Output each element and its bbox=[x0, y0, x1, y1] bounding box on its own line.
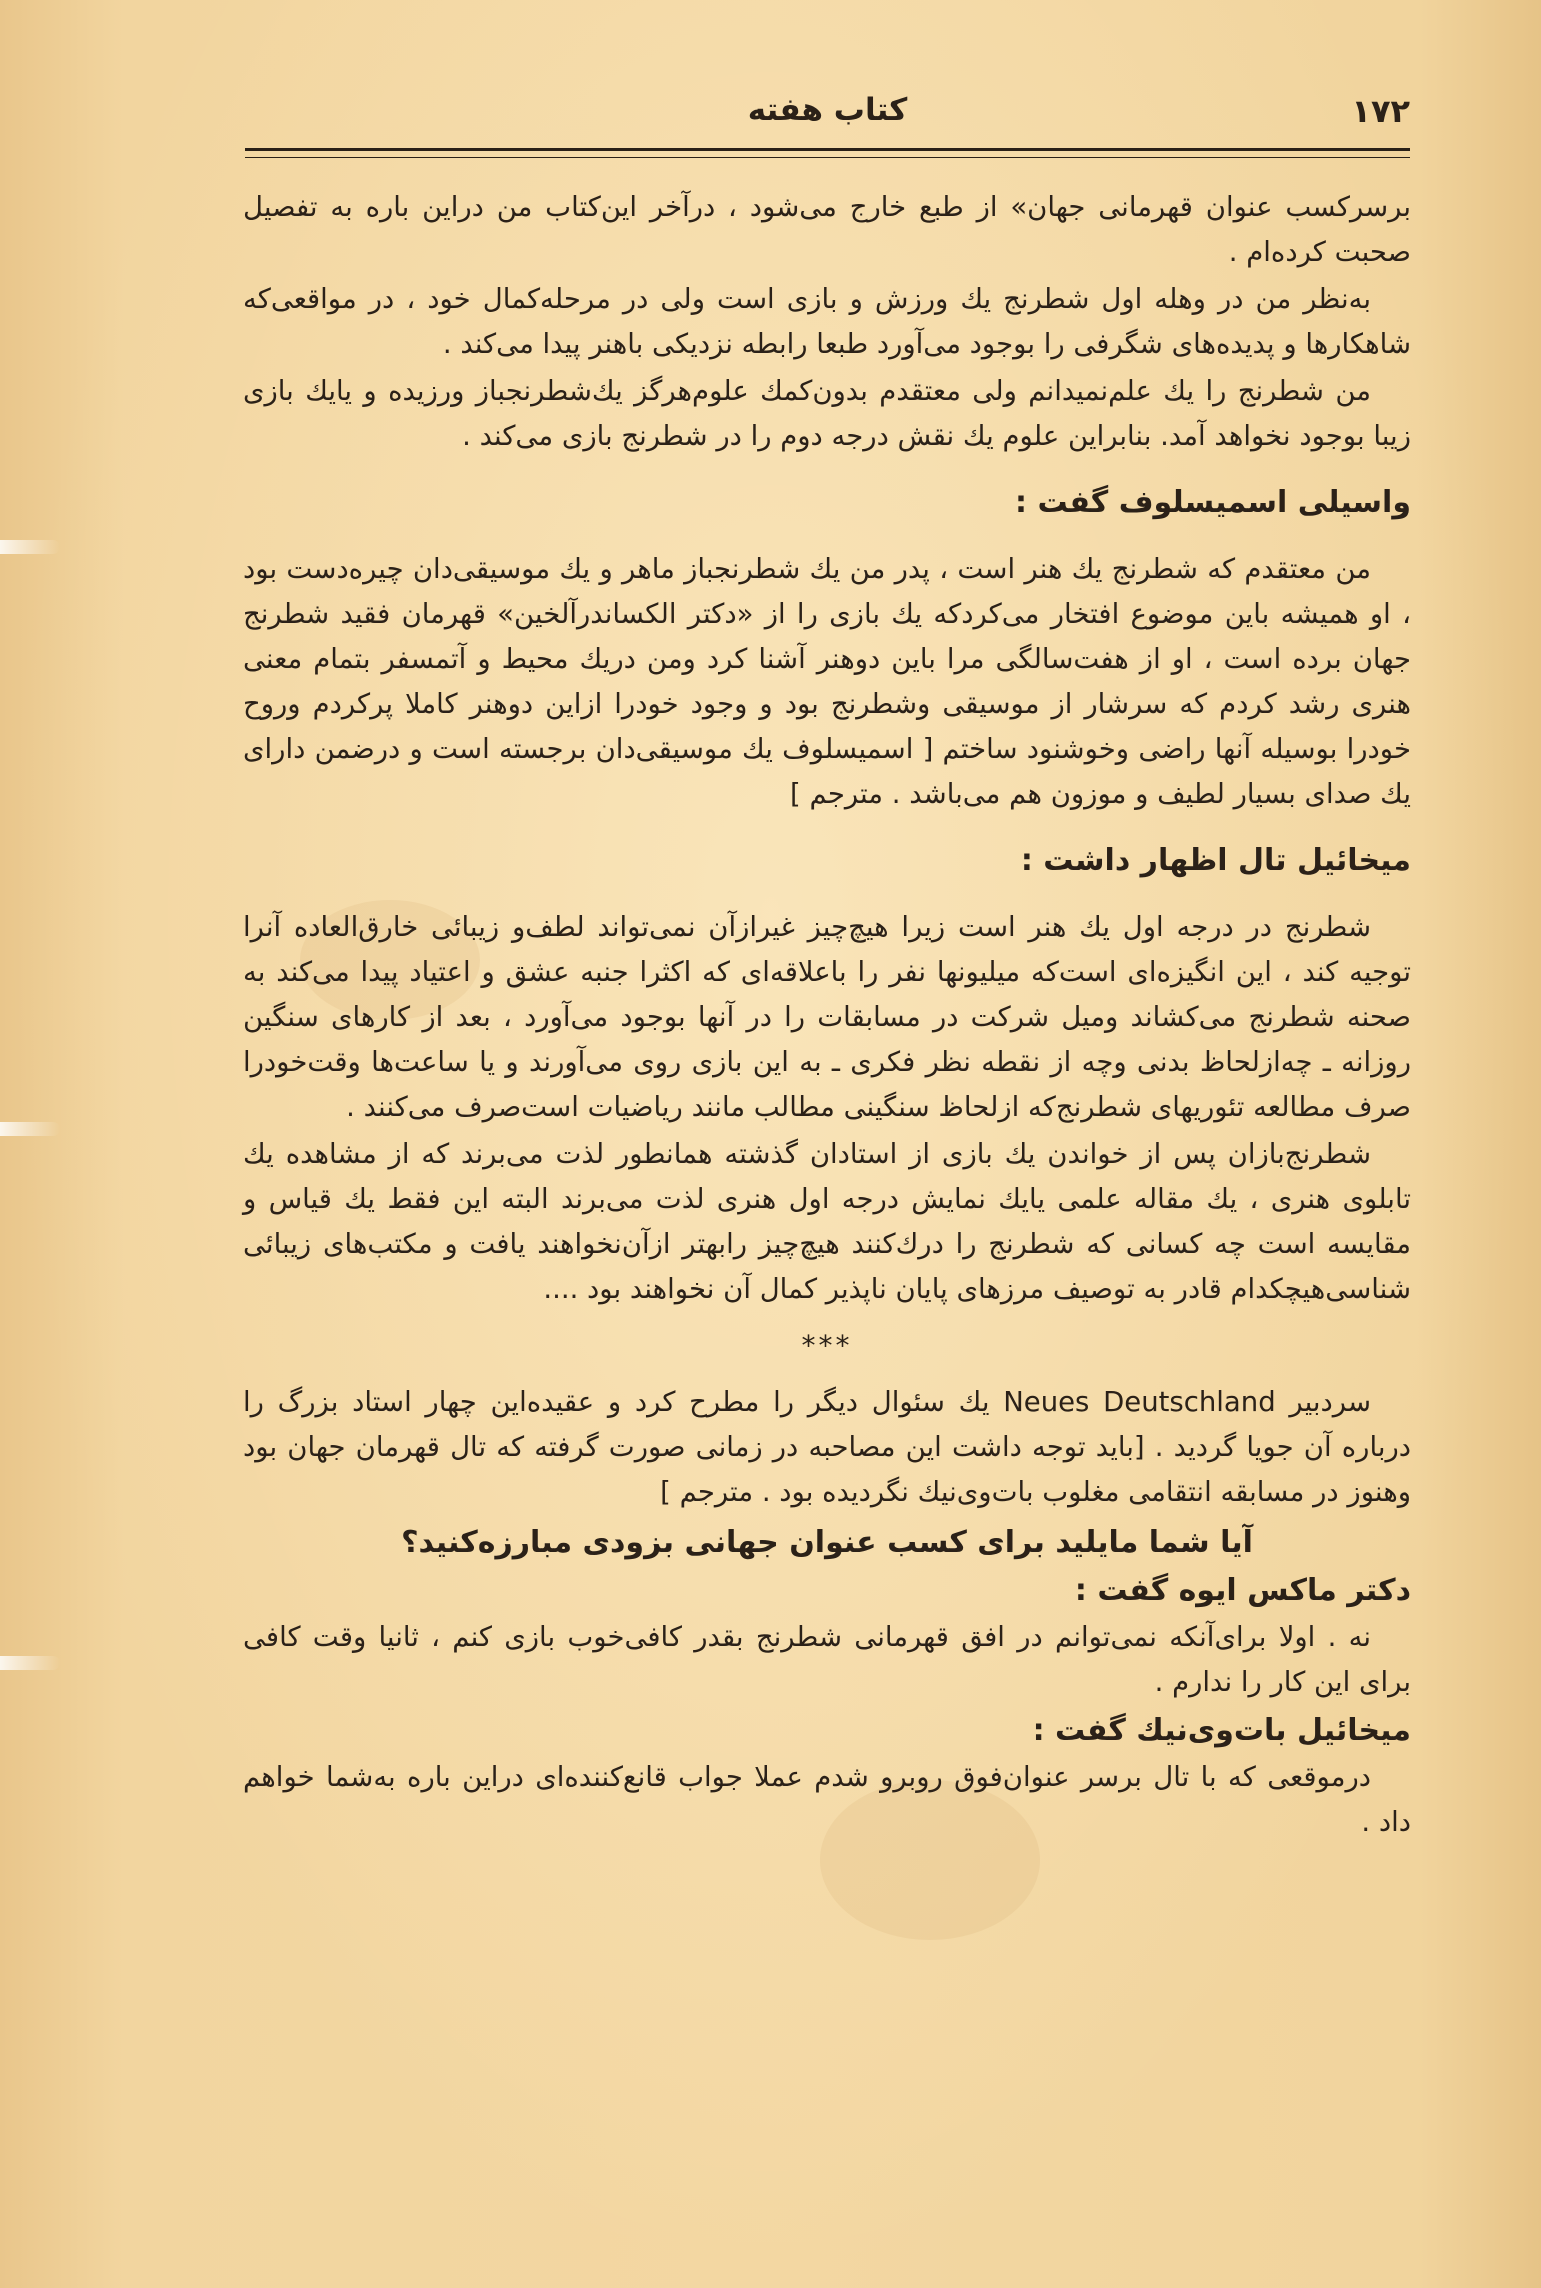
speaker-heading: دکتر ماکس ایوه گفت : bbox=[1074, 1573, 1411, 1608]
binding-hole-mark bbox=[0, 540, 60, 554]
question-heading: آیا شما مایلید برای کسب عنوان جهانی بزودی مبارزه‌کنید؟ bbox=[401, 1525, 1253, 1560]
paragraph: درموقعی که با تال برسر عنوان‌فوق روبرو شدم عملا جواب قانع‌کننده‌ای دراین باره به‌شما خواهم داد . bbox=[243, 1761, 1411, 1838]
speaker-heading: میخائیل تال اظهار داشت : bbox=[1020, 843, 1411, 878]
paragraph-text: یك سئوال دیگر را مطرح کرد و عقیده‌این چهار استاد بزرگ را درباره آن جویا گردید . [باید توجه داشت این مصاحبه در زمانی صورت گرفته که تال قهرمان جهان بود وهنوز در مسابقه انتقامی مغلوب بات‌وی‌نیك نگردیده بود . مترجم ] bbox=[243, 1386, 1411, 1508]
paragraph: من شطرنج را یك علم‌نمیدانم ولی معتقدم بدون‌کمك علوم‌هرگز یك‌شطرنجباز ورزیده و یایك بازی زیبا بوجود نخواهد آمد. بنابراین علوم یك نقش درجه دوم را در شطرنج بازی می‌کند . bbox=[243, 375, 1411, 452]
binding-hole-mark bbox=[0, 1656, 60, 1670]
paragraph: من معتقدم که شطرنج یك هنر است ، پدر من یك شطرنجباز ماهر و یك موسیقی‌دان چیره‌دست بود ، او همیشه باین موضوع افتخار می‌کردکه یك بازی را از «دکتر الکساندرآلخین» قهرمان فقید شطرنج جهان برده است ، او از هفت‌سالگی مرا باین دوهنر آشنا کرد ومن دریك محیط و آتمسفر بتمام معنی هنری رشد کردم که سرشار از موسیقی وشطرنج بود و وجود خودرا ازاین دوهنر کاملا پرکردم وروح خودرا بوسیله آنها راضی وخوشنود ساختم [ اسمیسلوف یك موسیقی‌دان برجسته است و درضمن دارای یك صدای بسیار لطیف و موزون هم می‌باشد . مترجم ] bbox=[243, 553, 1411, 810]
paragraph: شطرنج در درجه اول یك هنر است زیرا هیچ‌چیز غیرازآن نمی‌تواند لطف‌و زیبائی خارق‌العاده آنرا توجیه کند ، این انگیزه‌ای است‌که میلیونها نفر را باعلاقه‌ای که اکثرا جنبه عشق و اعتیاد پیدا می‌کند به صحنه شطرنج می‌کشاند ومیل شرکت در مسابقات را در آنها بوجود می‌آورد ، بعد از کارهای سنگین روزانه ـ چه‌ازلحاظ بدنی وچه از نقطه نظر فکری ـ به این بازی روی می‌آورند و یا ساعت‌ها وقت‌خودرا صرف مطالعه تئوریهای شطرنج‌که ازلحاظ سنگینی مطالب مانند ریاضیات است‌صرف می‌کنند . bbox=[243, 911, 1411, 1123]
paragraph: برسرکسب عنوان قهرمانی جهان» از طبع خارج می‌شود ، درآخر این‌کتاب من دراین باره به تفصیل صحبت کرده‌ام . bbox=[243, 191, 1411, 268]
section-separator: *** bbox=[801, 1329, 853, 1362]
binding-hole-mark bbox=[0, 1122, 60, 1136]
page-body bbox=[243, 185, 1411, 1847]
page-header bbox=[245, 92, 1410, 142]
paragraph-text: سردبیر bbox=[1275, 1386, 1371, 1418]
running-title: کتاب هفته bbox=[747, 92, 908, 128]
paragraph: به‌نظر من در وهله اول شطرنج یك ورزش و بازی است ولی در مرحله‌کمال خود ، در مواقعی‌که شاهکارها و پدیده‌های شگرفی را بوجود می‌آورد طبعا رابطه نزدیکی باهنر پیدا می‌کند . bbox=[243, 283, 1411, 360]
page-number: ۱۷۲ bbox=[1351, 92, 1410, 130]
speaker-heading: واسیلی اسمیسلوف گفت : bbox=[1015, 485, 1411, 520]
newspaper-name: Neues Deutschland bbox=[1003, 1386, 1276, 1418]
paragraph: نه . اولا برای‌آنکه نمی‌توانم در افق قهرمانی شطرنج بقدر کافی‌خوب بازی کنم ، ثانیا وقت کافی برای این کار را ندارم . bbox=[243, 1621, 1411, 1698]
paragraph bbox=[243, 1380, 1411, 1515]
paragraph: شطرنج‌بازان پس از خواندن یك بازی از استادان گذشته همانطور لذت می‌برند که از مشاهده یك تابلوی هنری ، یك مقاله علمی یایك نمایش درجه اول هنری لذت می‌برند البته این فقط یك قیاس و مقایسه است چه کسانی که شطرنج را درك‌کنند هیچ‌چیز رابهتر ازآن‌نخواهند یافت و مکتب‌های زیبائی شناسی‌هیچکدام قادر به توصیف مرزهای پایان ناپذیر کمال آن نخواهند بود .... bbox=[243, 1138, 1411, 1305]
header-rule bbox=[245, 148, 1410, 158]
speaker-heading: میخائیل بات‌وی‌نیك گفت : bbox=[1032, 1713, 1411, 1748]
